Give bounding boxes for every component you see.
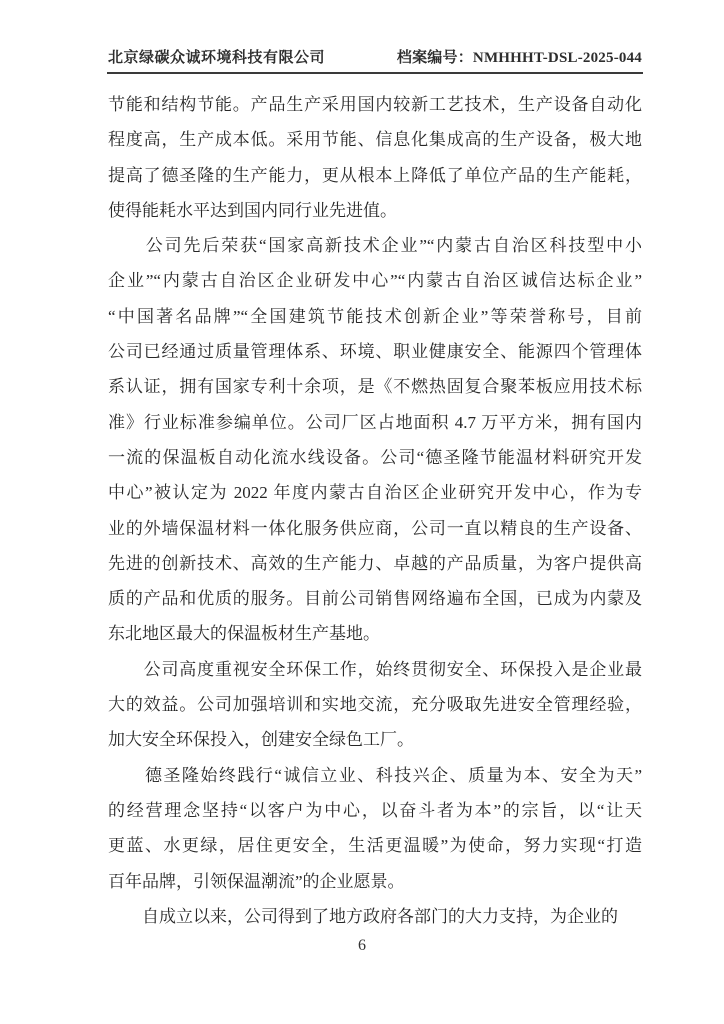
- document-body: [108, 87, 642, 934]
- doc-number-value: NMHHHT-DSL-2025-044: [472, 50, 642, 66]
- text-line: 中心”被认定为 2022 年度内蒙古自治区企业研究开发中心，作为专: [108, 483, 642, 503]
- text-line: 公司已经通过质量管理体系、环境、职业健康安全、能源四个管理体: [108, 342, 642, 362]
- text-line: 公司先后荣获“国家高新技术企业”“内蒙古自治区科技型中小: [108, 236, 642, 256]
- doc-number-label: 档案编号：: [396, 50, 473, 66]
- text-line: 大的效益。公司加强培训和实地交流，充分吸取先进安全管理经验，: [108, 695, 642, 715]
- page-header: [108, 46, 642, 67]
- text-line: 程度高，生产成本低。采用节能、信息化集成高的生产设备，极大地: [108, 130, 642, 150]
- paragraph: [108, 652, 642, 758]
- text-line: 加大安全环保投入，创建安全绿色工厂。: [108, 730, 414, 750]
- text-line: 德圣隆始终践行“诚信立业、科技兴企、质量为本、安全为天”: [108, 765, 642, 785]
- text-line: 自成立以来，公司得到了地方政府各部门的大力支持，为企业的: [108, 906, 618, 926]
- text-line: 东北地区最大的保温板材生产基地。: [108, 624, 380, 644]
- paragraph: [108, 228, 642, 652]
- text-line: 更蓝、水更绿，居住更安全，生活更温暖”为使命，努力实现“打造: [108, 836, 642, 856]
- text-line: 准》行业标准参编单位。公司厂区占地面积 4.7 万平方米，拥有国内: [108, 412, 642, 432]
- text-line: 使得能耗水平达到国内同行业先进值。: [108, 200, 397, 220]
- header-doc-number: [397, 46, 642, 67]
- text-line: 节能和结构节能。产品生产采用国内较新工艺技术，生产设备自动化: [108, 95, 642, 114]
- paragraph: [108, 87, 642, 228]
- text-line: 一流的保温板自动化流水线设备。公司“德圣隆节能温材料研究开发: [108, 447, 642, 467]
- text-line: 百年品牌，引领保温潮流”的企业愿景。: [108, 871, 405, 891]
- text-line: 业的外墙保温材料一体化服务供应商，公司一直以精良的生产设备、: [108, 518, 642, 538]
- text-line: 公司高度重视安全环保工作，始终贯彻安全、环保投入是企业最: [108, 659, 642, 679]
- text-line: 先进的创新技术、高效的生产能力、卓越的产品质量，为客户提供高: [108, 553, 642, 573]
- header-divider: [107, 72, 643, 74]
- text-line: 系认证，拥有国家专利十余项，是《不燃热固复合聚苯板应用技术标: [108, 377, 642, 397]
- paragraph: [108, 899, 642, 934]
- header-company-name: 北京绿碳众诚环境科技有限公司: [108, 50, 326, 66]
- text-line: “中国著名品牌”“全国建筑节能技术创新企业”等荣誉称号，目前: [108, 306, 642, 326]
- paragraph: [108, 758, 642, 899]
- page-number: 6: [358, 937, 366, 954]
- text-line: 质的产品和优质的服务。目前公司销售网络遍布全国，已成为内蒙及: [108, 589, 642, 609]
- page-footer: [0, 937, 724, 955]
- text-line: 企业”“内蒙古自治区企业研发中心”“内蒙古自治区诚信达标企业”: [108, 271, 642, 291]
- text-line: 提高了德圣隆的生产能力，更从根本上降低了单位产品的生产能耗，: [108, 165, 642, 185]
- text-line: 的经营理念坚持“以客户为中心，以奋斗者为本”的宗旨，以“让天: [108, 800, 642, 820]
